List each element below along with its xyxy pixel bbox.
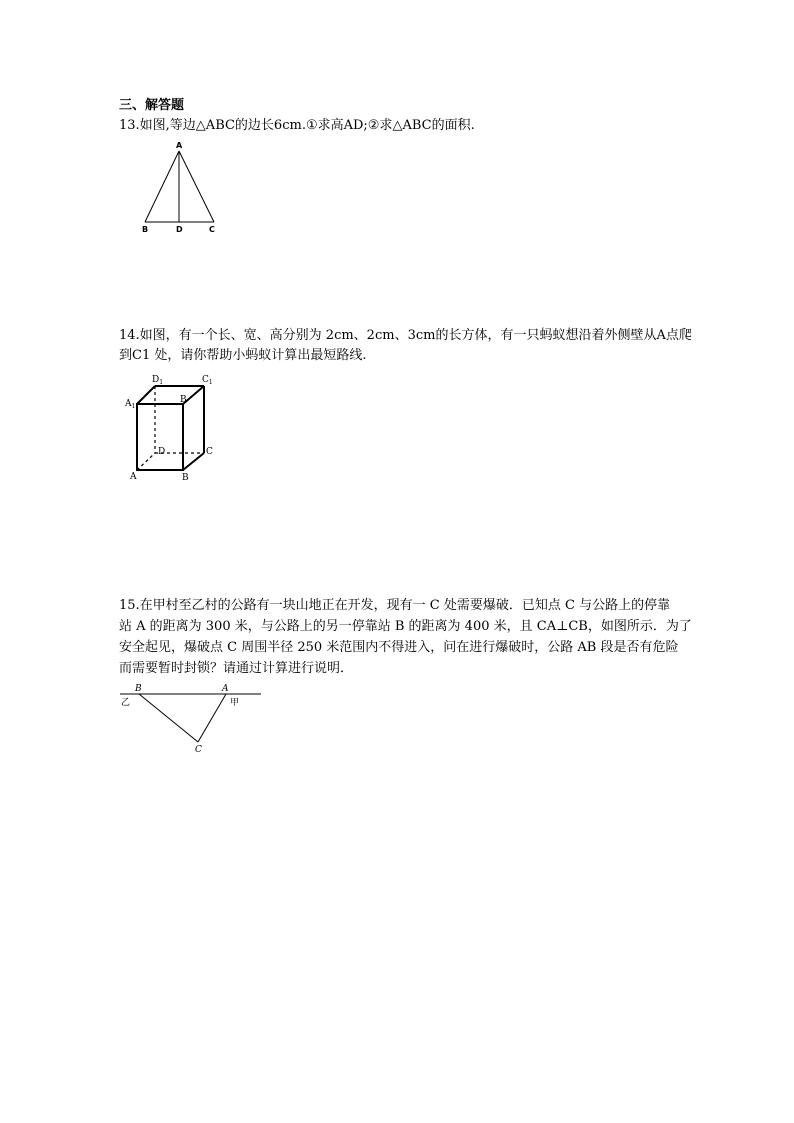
label-d: D	[176, 225, 183, 234]
triangle-side-ab	[145, 151, 179, 222]
question-14-line2: 到C1 处，请你帮助小蚂蚁计算出最短路线.	[119, 348, 367, 363]
label-a: A	[130, 472, 137, 482]
cuboid-figure	[122, 372, 232, 487]
triangle-side-ac	[179, 151, 214, 222]
edge-b-c	[183, 453, 204, 470]
label-b: B	[135, 684, 142, 694]
label-yi-village: 乙	[121, 698, 131, 708]
label-b: B	[182, 473, 189, 483]
label-a: A	[176, 141, 183, 150]
label-c: C	[209, 225, 215, 234]
label-jia-village: 甲	[230, 698, 240, 708]
hidden-edge-a-d	[137, 453, 155, 470]
question-14-line1: 14.如图，有一个长、宽、高分别为 2cm、2cm、3cm的长方体，有一只蚂蚁想沿着外侧壁从A点爬	[119, 328, 692, 343]
question-15-line1: 15.在甲村至乙村的公路有一块山地正在开发，现有一 C 处需要爆破．已知点 C 与公路上的停靠	[119, 598, 671, 613]
question-15-line4: 而需要暂时封锁？请通过计算进行说明．	[119, 661, 354, 676]
road-blast-figure	[118, 683, 263, 755]
label-b: B	[142, 225, 149, 234]
question-15-line2: 站 A 的距离为 300 米，与公路上的另一停靠站 B 的距离为 400 米，且 CA⊥CB，如图所示．为了	[119, 619, 692, 634]
label-d1: $D_1$	[152, 375, 164, 386]
label-c: C	[195, 745, 202, 755]
segment-ac	[198, 694, 226, 742]
segment-bc	[139, 694, 198, 742]
question-15-line3: 安全起见，爆破点 C 周围半径 250 米范围内不得进入，问在进行爆破时，公路 AB 段是否有危险	[119, 640, 679, 655]
front-face	[137, 404, 183, 470]
label-a1: $A_1$	[125, 399, 136, 410]
question-13-text: 13.如图,等边△ABC的边长6cm.①求高AD;②求△ABC的面积.	[119, 118, 475, 133]
edge-a1-d1	[137, 386, 155, 404]
label-c: C	[206, 447, 213, 457]
section-title: 三、解答题	[119, 98, 185, 113]
label-c1: $C_1$	[202, 375, 213, 386]
label-b1: B	[180, 395, 187, 405]
equilateral-triangle-figure	[135, 138, 235, 238]
label-d: D	[158, 447, 166, 457]
label-a: A	[222, 684, 229, 694]
